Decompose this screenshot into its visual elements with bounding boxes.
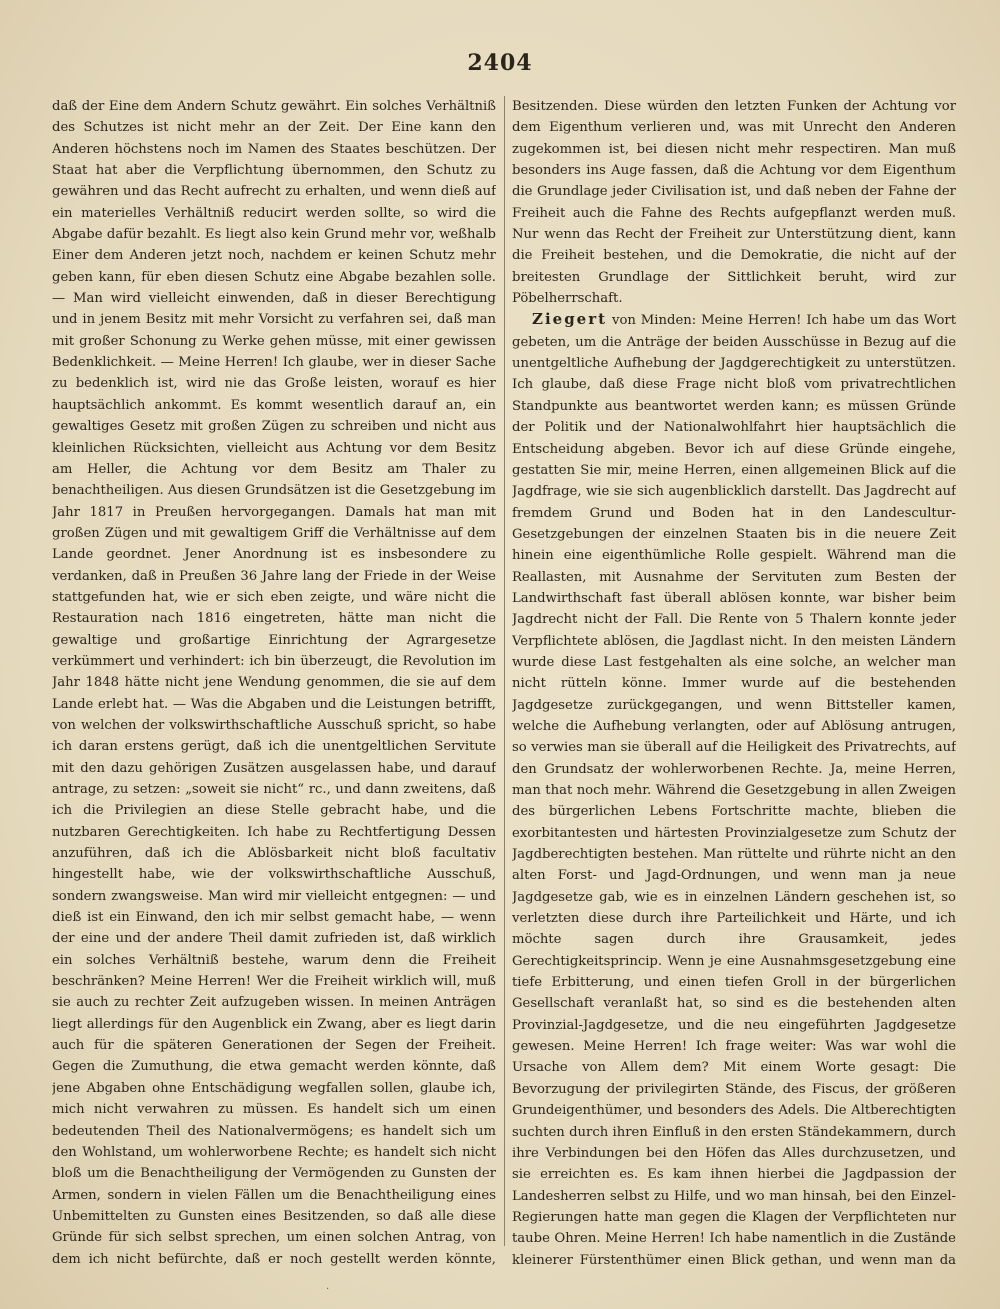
column-divider xyxy=(504,96,505,1246)
speaker-name: Ziegert xyxy=(532,310,608,329)
speech-text: von Minden: Meine Herren! Ich habe um das Wort gebeten, um die Anträge der beiden Ausschüsse in Bezug auf die unentgeltliche Aufhebung der Jagdgerechtigkeit zu unterstützen. Ich glaube, daß diese Frage nicht bloß vom privatrechtlichen Standpunkte aus beantwortet werden kann; es müssen Gründe der Politik und der Nationalwohlfahrt hier hauptsächlich die Entscheidung abgeben. Bevor ich auf diese Gründe eingehe, gestatten Sie mir, meine Herren, einen allgemeinen Blick auf die Jagdfrage, wie sie sich augenblicklich darstellt. Das Jagdrecht auf fremdem Grund und Boden hat in den Landescultur-Gesetzgebungen der einzelnen Staaten bis in die neuere Zeit hinein eine eigenthümliche Rolle gespielt. Während man die Reallasten, mit Ausnahme der Servituten zum Besten der Landwirthschaft fast überall ablösen konnte, war bisher beim Jagdrecht nicht der Fall. Die Rente von 5 Thalern konnte jeder Verpflichtete ablösen, die Jagdlast nicht. In den meisten Ländern wurde diese Last festgehalten als eine solche, an welcher man nicht rütteln könne. Immer wurde auf die bestehenden Jagdgesetze zurückgegangen, und wenn Bittsteller kamen, welche die Aufhebung verlangten, oder auf Ablösung antrugen, so verwies man sie überall auf die Heiligkeit des Privatrechts, auf den Grundsatz der wohlerworbenen Rechte. Ja, meine Herren, man that noch mehr. Während die Gesetzgebung in allen Zweigen des bürgerlichen Lebens Fortschritte machte, blieben die exorbitantesten und härtesten Provinzialgesetze zum Schutz der Jagdberechtigten bestehen. Man rüttelte und rührte nicht an den alten Forst- und Jagd-Ordnungen, und wenn man ja neue Jagdgesetze gab, wie es in einzelnen Ländern geschehen ist, so verletzten diese durch ihre Parteilichkeit und Härte, und ich möchte sagen durch ihre Grausamkeit, jedes Gerechtigkeitsprincip. Wenn je eine Ausnahmsgesetzgebung eine tiefe Erbitterung, und einen tiefen Groll in der bürgerlichen Gesellschaft veranlaßt hat, so sind es die bestehenden alten Provinzial-Jagdgesetze, und die neu eingeführten Jagdgesetze gewesen. Meine Herren! Ich frage weiter: Was war wohl die Ursache von Allem dem? Mit einem Worte gesagt: Die Bevorzugung der privilegirten Stände, des Fiscus, der größeren Grundeigenthümer, und besonders des Adels. Die Altberechtigten suchten durch ihren Einfluß in den ersten Ständekammern, durch ihre Verbindungen bei den Höfen das Alles durchzusetzen, und sie erreichten es. Es kam ihnen hierbei die Jagdpassion der Landesherren selbst zu Hilfe, und wo man hinsah, bei den Einzel-Regierungen hatte man gegen die Klagen der Verpflichteten nur taube Ohren. Meine Herren! Ich habe namentlich in die Zustände kleinerer Fürstenthümer einen Blick gethan, und wenn man da xyxy=(512,313,956,1266)
left-text-column xyxy=(52,96,496,1266)
right-text-column xyxy=(512,96,956,1266)
right-column-paragraph-continued: Besitzenden. Diese würden den letzten Funken der Achtung vor dem Eigenthum verlieren und, was mit Unrecht den Anderen zugekommen ist, bei diesen nicht mehr respectiren. Man muß besonders ins Auge fassen, daß die Achtung vor dem Eigenthum die Grundlage jeder Civilisation ist, und daß neben der Fahne der Freiheit auch die Fahne des Rechts aufgepflanzt werden muß. Nur wenn das Recht der Freiheit zur Unterstützung dient, kann die Freiheit bestehen, und die Demokratie, die nicht auf der breitesten Grundlage der Sittlichkeit beruht, wird zur Pöbelherrschaft. xyxy=(512,99,956,307)
page-number: 2404 xyxy=(467,50,533,76)
bottom-mark: · xyxy=(326,1284,330,1295)
speech-paragraph xyxy=(512,309,956,1266)
left-column-paragraph: daß der Eine dem Andern Schutz gewährt. Ein solches Verhältniß des Schutzes ist nicht mehr an der Zeit. Der Eine kann den Anderen höchstens noch im Namen des Staates beschützen. Der Staat hat aber die Verpflichtung übernommen, den Schutz zu gewähren und das Recht aufrecht zu erhalten, und wenn dieß auf ein materielles Verhältniß reducirt werden sollte, so wird die Abgabe dafür bezahlt. Es liegt also kein Grund mehr vor, weßhalb Einer dem Anderen jetzt noch, nachdem er keinen Schutz mehr geben kann, für eben diesen Schutz eine Abgabe bezahlen solle. — Man wird vielleicht einwenden, daß in dieser Berechtigung und in jenem Besitz mit mehr Vorsicht zu verfahren sei, daß man mit großer Schonung zu Werke gehen müsse, mit einer gewissen Bedenklichkeit. — Meine Herren! Ich glaube, wer in dieser Sache zu bedenklich ist, wird nie das Große leisten, worauf es hier hauptsächlich ankommt. Es kommt wesentlich darauf an, ein gewaltiges Gesetz mit großen Zügen zu schreiben und nicht aus kleinlichen Rücksichten, vielleicht aus Achtung vor dem Besitz am Heller, die Achtung vor dem Besitz am Thaler zu benachtheiligen. Aus diesen Grundsätzen ist die Gesetzgebung im Jahr 1817 in Preußen hervorgegangen. Damals hat man mit großen Zügen und mit gewaltigem Griff die Verhältnisse auf dem Lande geordnet. Jener Anordnung ist es insbesondere zu verdanken, daß in Preußen 36 Jahre lang der Friede in der Weise stattgefunden hat, wie er sich eben zeigte, und wäre nicht die Restauration nach 1816 eingetreten, hätte man nicht die gewaltige und großartige Einrichtung der Agrargesetze verkümmert und verhindert: ich bin überzeugt, die Revolution im Jahr 1848 hätte nicht jene Wendung genommen, die sie auf dem Lande erlebt hat. — Was die Abgaben und die Leistungen betrifft, von welchen der volkswirthschaftliche Ausschuß spricht, so habe ich daran erstens gerügt, daß ich die unentgeltlichen Servitute mit den dazu gehörigen Zusätzen ausgelassen habe, und darauf antrage, zu setzen: „soweit sie nicht“ rc., und dann zweitens, daß ich die Privilegien an diese Stelle gebracht habe, und die nutzbaren Gerechtigkeiten. Ich habe zu Rechtfertigung Dessen anzuführen, daß ich die Ablösbarkeit nicht bloß facultativ hingestellt habe, wie der volkswirthschaftliche Ausschuß, sondern zwangsweise. Man wird mir vielleicht entgegnen: — und dieß ist ein Einwand, den ich mir selbst gemacht habe, — wenn der eine und der andere Theil damit zufrieden ist, daß wirklich ein solches Verhältniß bestehe, warum denn die Freiheit beschränken? Meine Herren! Wer die Freiheit wirklich will, muß sie auch zu rechter Zeit aufzugeben wissen. In meinen Anträgen liegt allerdings für den Augenblick ein Zwang, aber es liegt darin auch für die späteren Generationen der Segen der Freiheit. Gegen die Zumuthung, die etwa gemacht werden könnte, daß jene Abgaben ohne Entschädigung wegfallen sollen, glaube ich, mich nicht verwahren zu müssen. Es handelt sich um einen bedeutenden Theil des Nationalvermögens; es handelt sich um den Wohlstand, um wohlerworbene Rechte; es handelt sich nicht bloß um die Benachtheiligung der Vermögenden zu Gunsten der Armen, sondern in vielen Fällen um die Benachtheiligung eines Unbemittelten zu Gunsten eines Besitzenden, so daß alle diese Gründe für sich selbst sprechen, um einen solchen Antrag, von dem ich nicht befürchte, daß er noch gestellt werden könnte, xyxy=(52,99,496,1266)
